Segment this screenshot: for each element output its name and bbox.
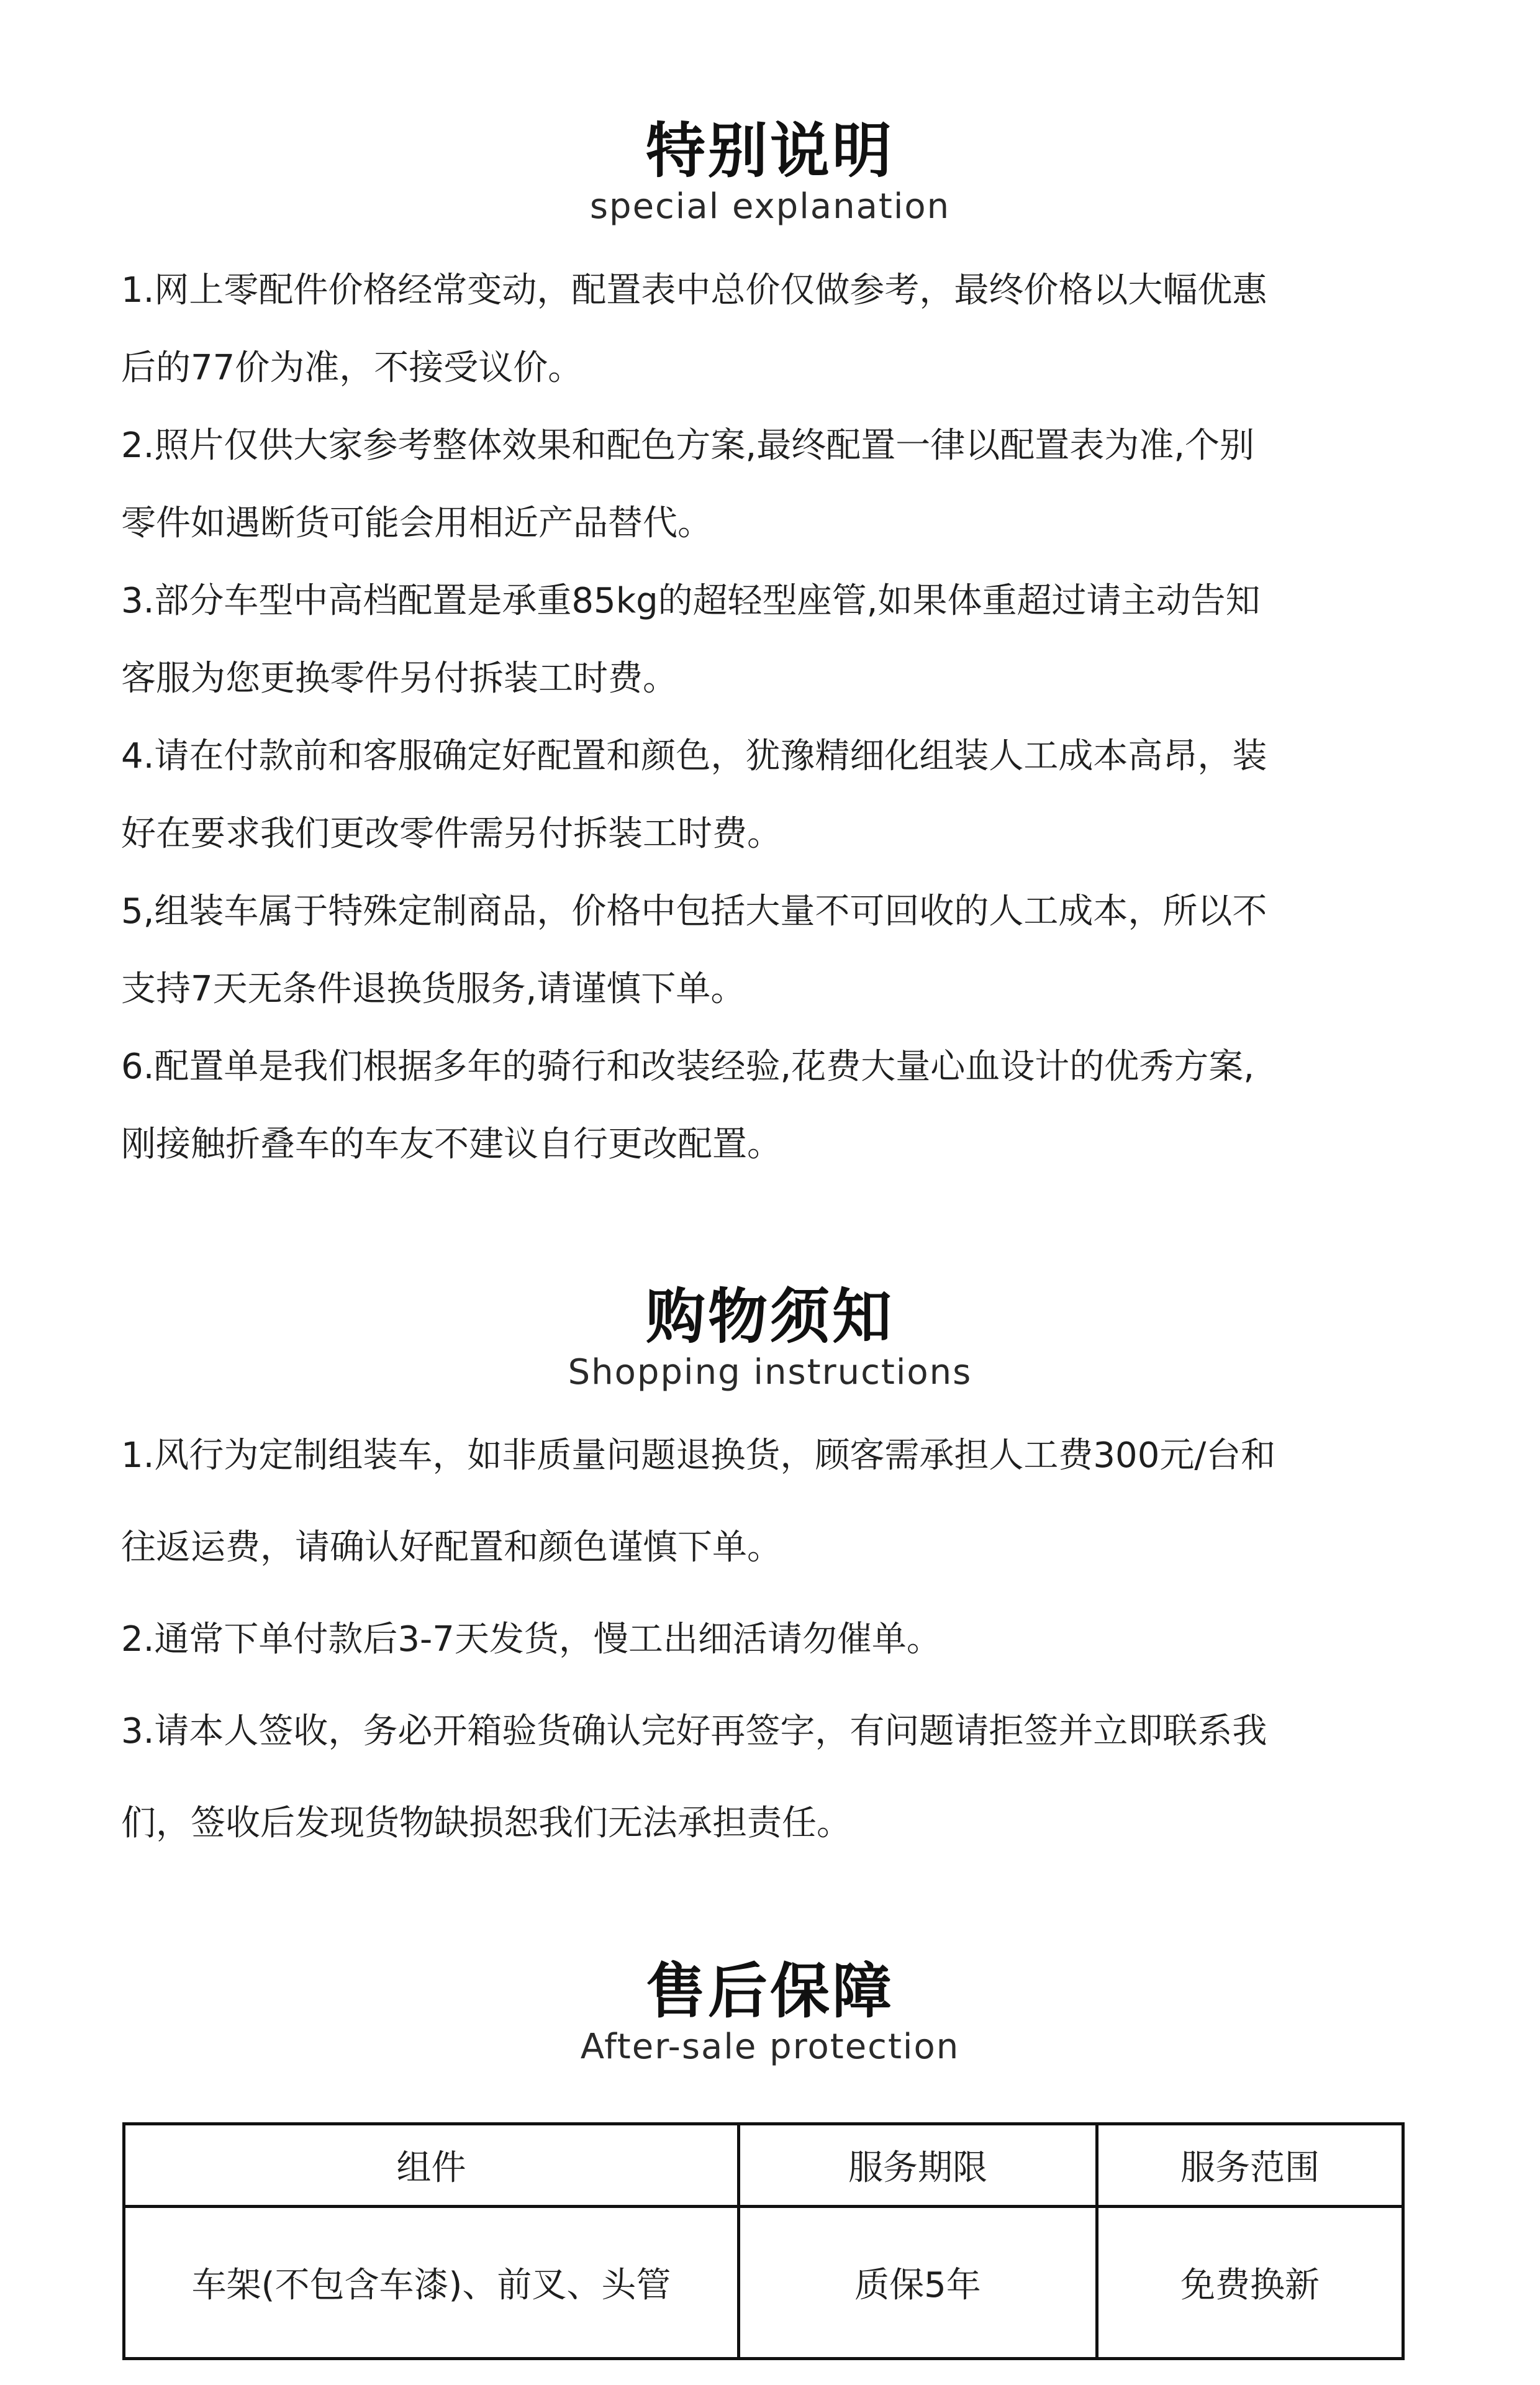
special-item-6: 6.配置单是我们根据多年的骑行和改装经验,花费大量心血设计的优秀方案, 刚接触折叠车的车友不建议自行更改配置。 (121, 1047, 1255, 1165)
shopping-item-1: 1.风行为定制组装车，如非质量问题退换货，顾客需承担人工费300元/台和 往返运费，请确认好配置和颜色谨慎下单。 (121, 1435, 1276, 1568)
shopping-item-3: 3.请本人签收，务必开箱验货确认完好再签字，有问题请拒签并立即联系我 们，签收后发现货物缺损恕我们无法承担责任。 (121, 1711, 1267, 1843)
shopping-title: 购物须知 (646, 1282, 894, 1352)
table-row (124, 2207, 1403, 2359)
cell-component: 车架(不包含车漆)、前叉、头管 (124, 2207, 739, 2359)
aftersale-subtitle: After-sale protection (580, 2027, 960, 2067)
shopping-item-2: 2.通常下单付款后3-7天发货，慢工出细活请勿催单。 (121, 1619, 941, 1660)
shopping-subtitle: Shopping instructions (568, 1352, 972, 1392)
special-item-5: 5,组装车属于特殊定制商品，价格中包括大量不可回收的人工成本，所以不 支持7天无条件退换货服务,请谨慎下单。 (121, 891, 1267, 1009)
cell-service-scope: 免费换新 (1097, 2207, 1403, 2359)
header-service-scope: 服务范围 (1097, 2124, 1403, 2207)
special-item-1: 1.网上零配件价格经常变动，配置表中总价仅做参考，最终价格以大幅优惠 后的77价为准，不接受议价。 (121, 270, 1267, 388)
special-title: 特别说明 (646, 116, 894, 186)
special-item-2: 2.照片仅供大家参考整体效果和配色方案,最终配置一律以配置表为准,个别 零件如遇断货可能会用相近产品替代。 (121, 425, 1255, 543)
table-header-row (124, 2124, 1403, 2207)
header-component: 组件 (124, 2124, 739, 2207)
special-subtitle: special explanation (589, 186, 951, 227)
cell-service-period: 质保5年 (739, 2207, 1097, 2359)
aftersale-title: 售后保障 (646, 1956, 894, 2026)
aftersale-table (122, 2122, 1405, 2360)
special-item-4: 4.请在付款前和客服确定好配置和颜色，犹豫精细化组装人工成本高昂，装 好在要求我们更改零件需另付拆装工时费。 (121, 736, 1267, 854)
header-service-period: 服务期限 (739, 2124, 1097, 2207)
special-item-3: 3.部分车型中高档配置是承重85kg的超轻型座管,如果体重超过请主动告知 客服为您更换零件另付拆装工时费。 (121, 581, 1261, 699)
